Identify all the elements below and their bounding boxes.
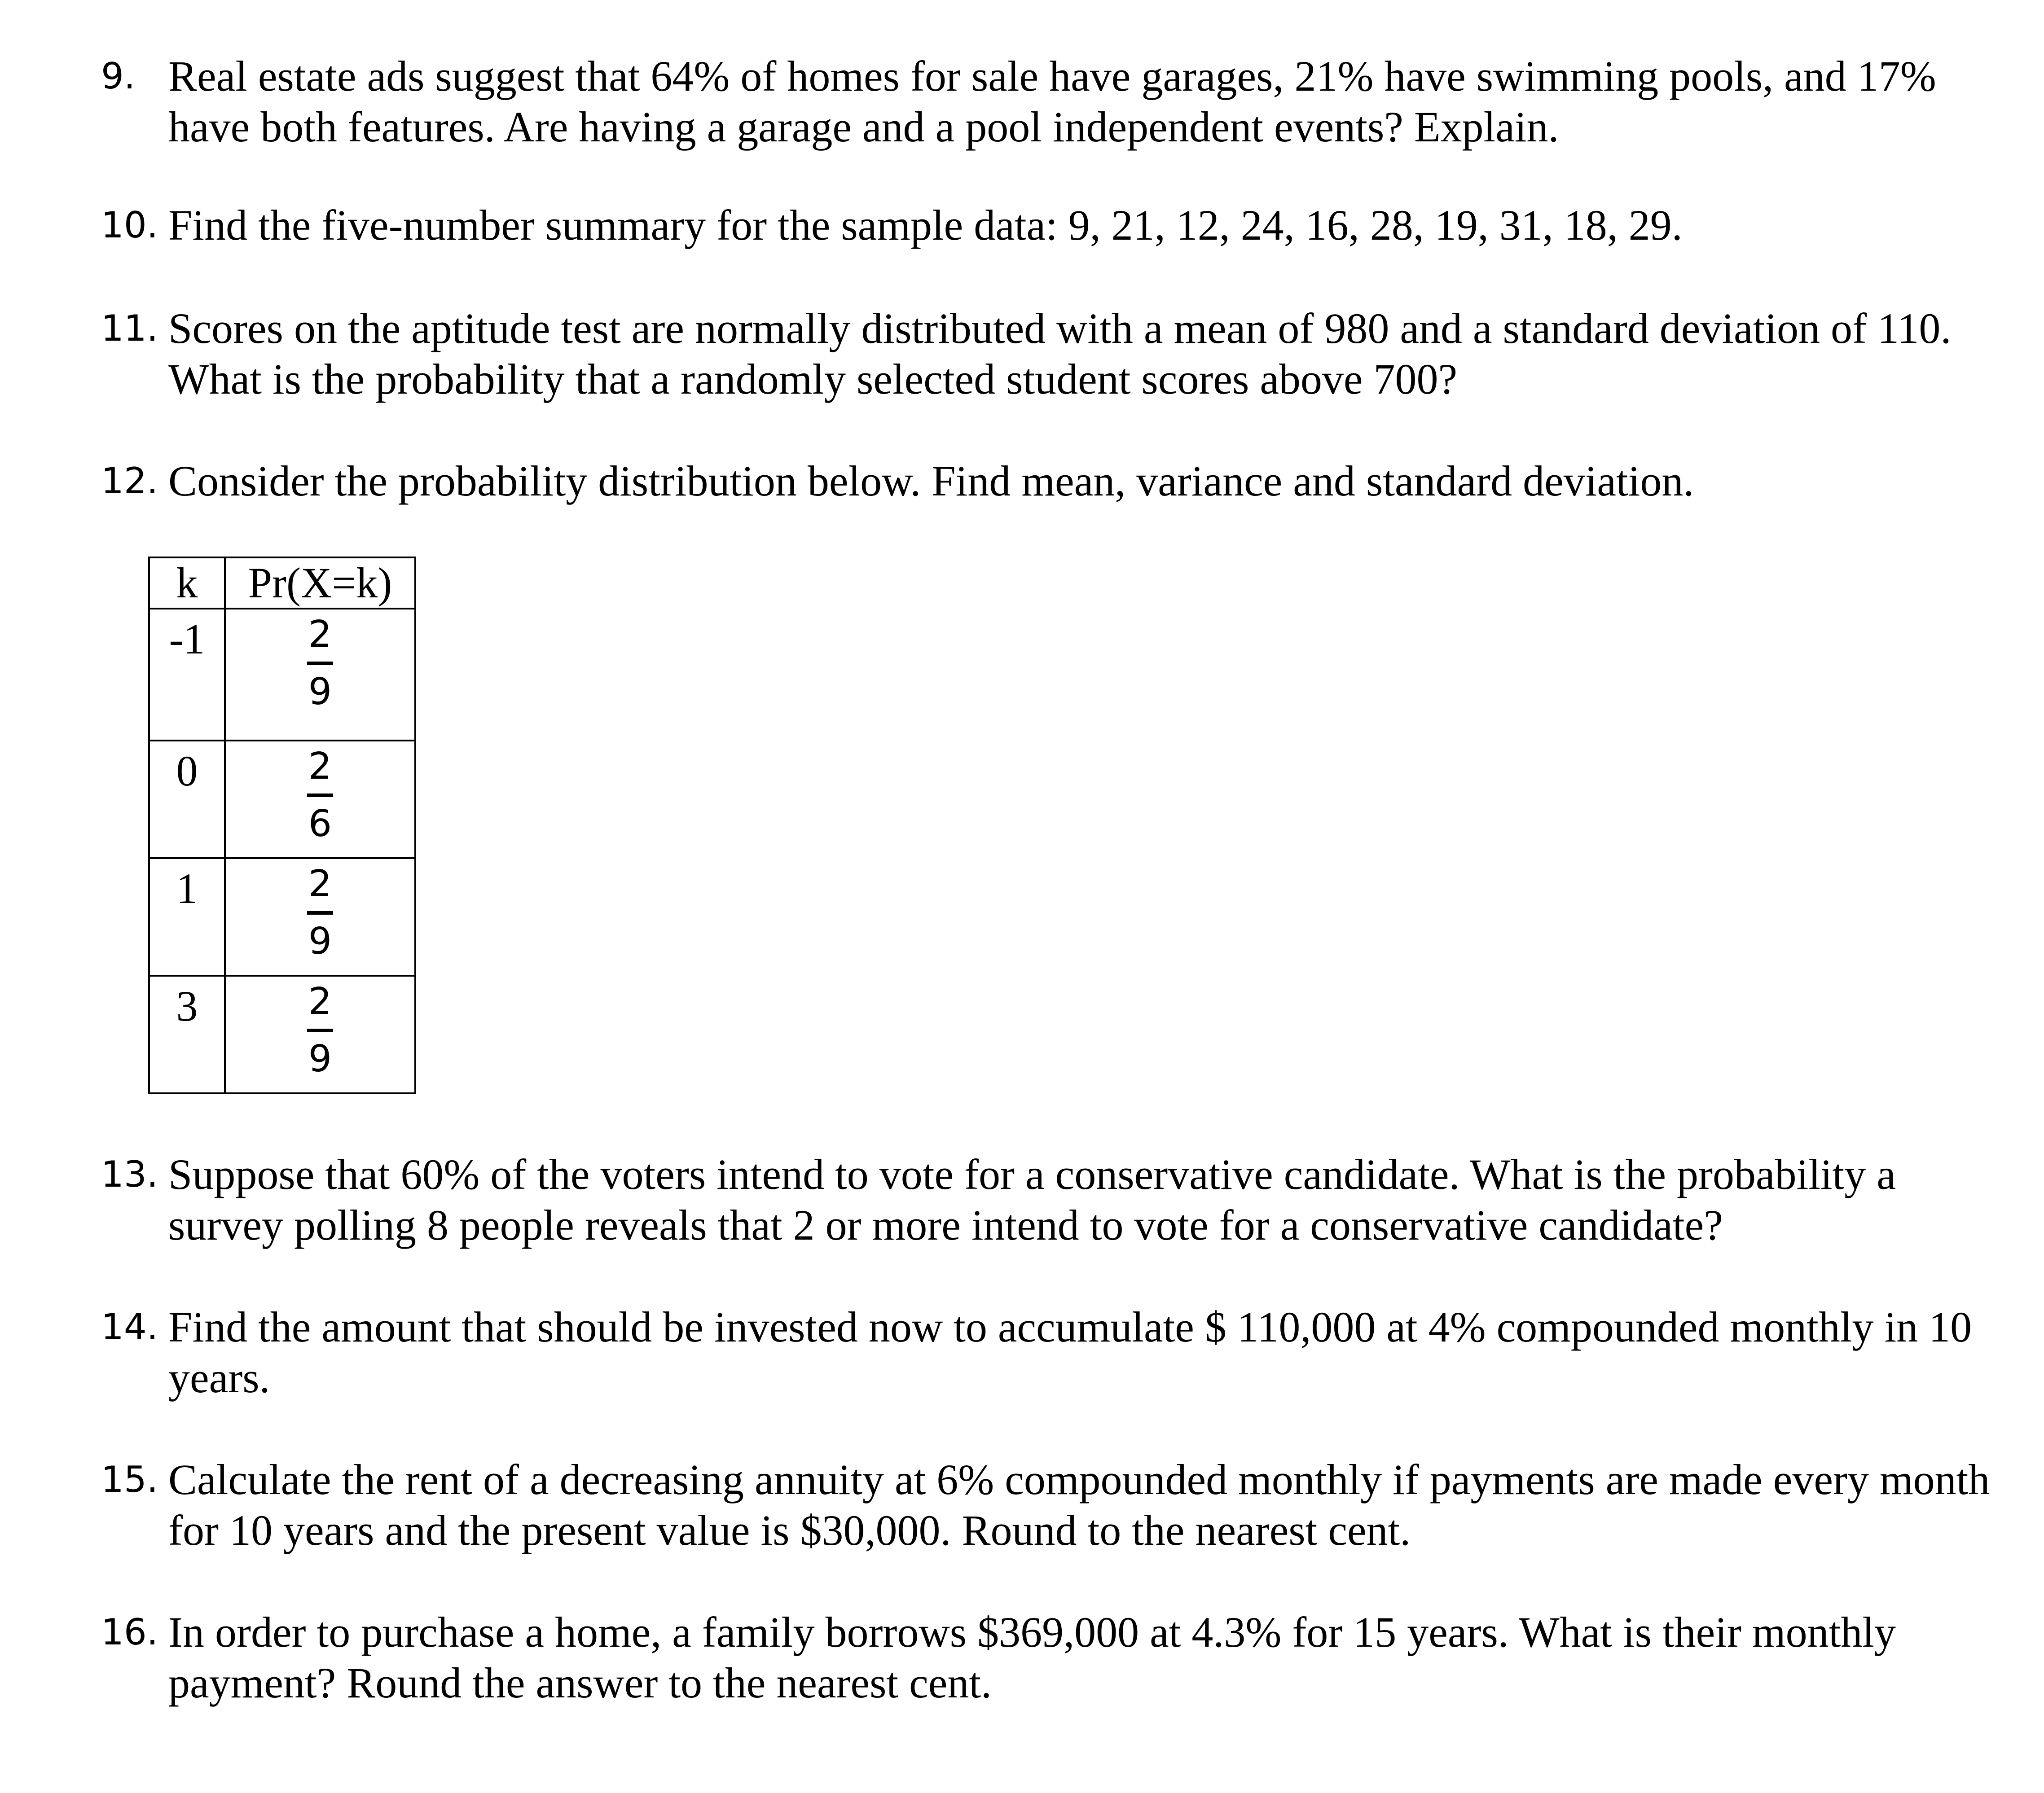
fraction-numerator: 2	[308, 863, 332, 905]
probability-fraction	[307, 609, 333, 714]
fraction-numerator: 2	[308, 745, 332, 788]
fraction-bar	[307, 793, 333, 797]
question-11	[101, 303, 2013, 404]
table-row	[149, 858, 415, 976]
question-text: Real estate ads suggest that 64% of homes for sale have garages, 21% have swimming pools, and 17% have both features. Are having a garage and a pool independent events? Explain.	[168, 52, 1936, 151]
question-text: Scores on the aptitude test are normally distributed with a mean of 980 and a standard deviation of 110. What is the probability that a randomly selected student scores above 700?	[168, 304, 1952, 403]
table-row	[149, 976, 415, 1093]
question-13	[101, 1149, 2013, 1250]
question-10	[101, 200, 2013, 250]
fraction-denominator: 9	[308, 671, 332, 713]
question-number: 12.	[101, 460, 158, 502]
question-text: Suppose that 60% of the voters intend to vote for a conservative candidate. What is the probability a survey polling 8 people reveals that 2 or more intend to vote for a conservative candidate?	[168, 1150, 1896, 1249]
k-value: 1	[176, 864, 198, 912]
k-value-cell	[149, 609, 225, 741]
k-value: 3	[176, 982, 198, 1030]
probability-cell	[225, 858, 415, 976]
question-14	[101, 1302, 2013, 1403]
fraction-bar	[307, 662, 333, 665]
question-15	[101, 1454, 2013, 1556]
question-text: Find the amount that should be invested now to accumulate $ 110,000 at 4% compounded monthly in 10 years.	[168, 1303, 1972, 1402]
fraction-bar	[307, 1029, 333, 1032]
k-value-cell	[149, 976, 225, 1093]
question-number: 13.	[101, 1153, 158, 1195]
probability-fraction	[307, 741, 333, 846]
probability-cell	[225, 741, 415, 858]
question-text: Find the five-number summary for the sample data: 9, 21, 12, 24, 16, 28, 19, 31, 18, 29.	[168, 201, 1683, 249]
question-text: Consider the probability distribution below. Find mean, variance and standard deviation.	[168, 457, 1694, 505]
fraction-denominator: 6	[308, 802, 332, 845]
k-value: -1	[169, 615, 205, 663]
k-value-cell	[149, 741, 225, 858]
table-header-row	[149, 557, 415, 609]
probability-cell	[225, 976, 415, 1093]
table-row	[149, 609, 415, 741]
probability-fraction	[307, 977, 333, 1081]
k-column-header: k	[149, 557, 225, 609]
question-16	[101, 1607, 2013, 1708]
probability-fraction	[307, 859, 333, 963]
question-9	[101, 51, 2013, 152]
question-number: 9.	[101, 55, 136, 97]
fraction-denominator: 9	[308, 1038, 332, 1080]
probability-column-header: Pr(X=k)	[225, 557, 415, 609]
table-row	[149, 741, 415, 858]
fraction-numerator: 2	[308, 980, 332, 1023]
question-number: 16.	[101, 1611, 158, 1653]
fraction-bar	[307, 911, 333, 915]
question-text: Calculate the rent of a decreasing annuity at 6% compounded monthly if payments are made every month for 10 years and the present value is $30,000. Round to the nearest cent.	[168, 1455, 1990, 1554]
question-number: 10.	[101, 204, 158, 246]
k-value-cell	[149, 858, 225, 976]
k-value: 0	[176, 747, 198, 795]
probability-distribution-table	[148, 557, 416, 1094]
question-number: 11.	[101, 307, 158, 349]
question-12	[101, 456, 2013, 506]
probability-cell	[225, 609, 415, 741]
question-number: 14.	[101, 1306, 158, 1348]
fraction-numerator: 2	[308, 613, 332, 656]
question-number: 15.	[101, 1459, 158, 1500]
question-text: In order to purchase a home, a family borrows $369,000 at 4.3% for 15 years. What is their monthly payment? Round the answer to the nearest cent.	[168, 1608, 1896, 1707]
fraction-denominator: 9	[308, 920, 332, 963]
